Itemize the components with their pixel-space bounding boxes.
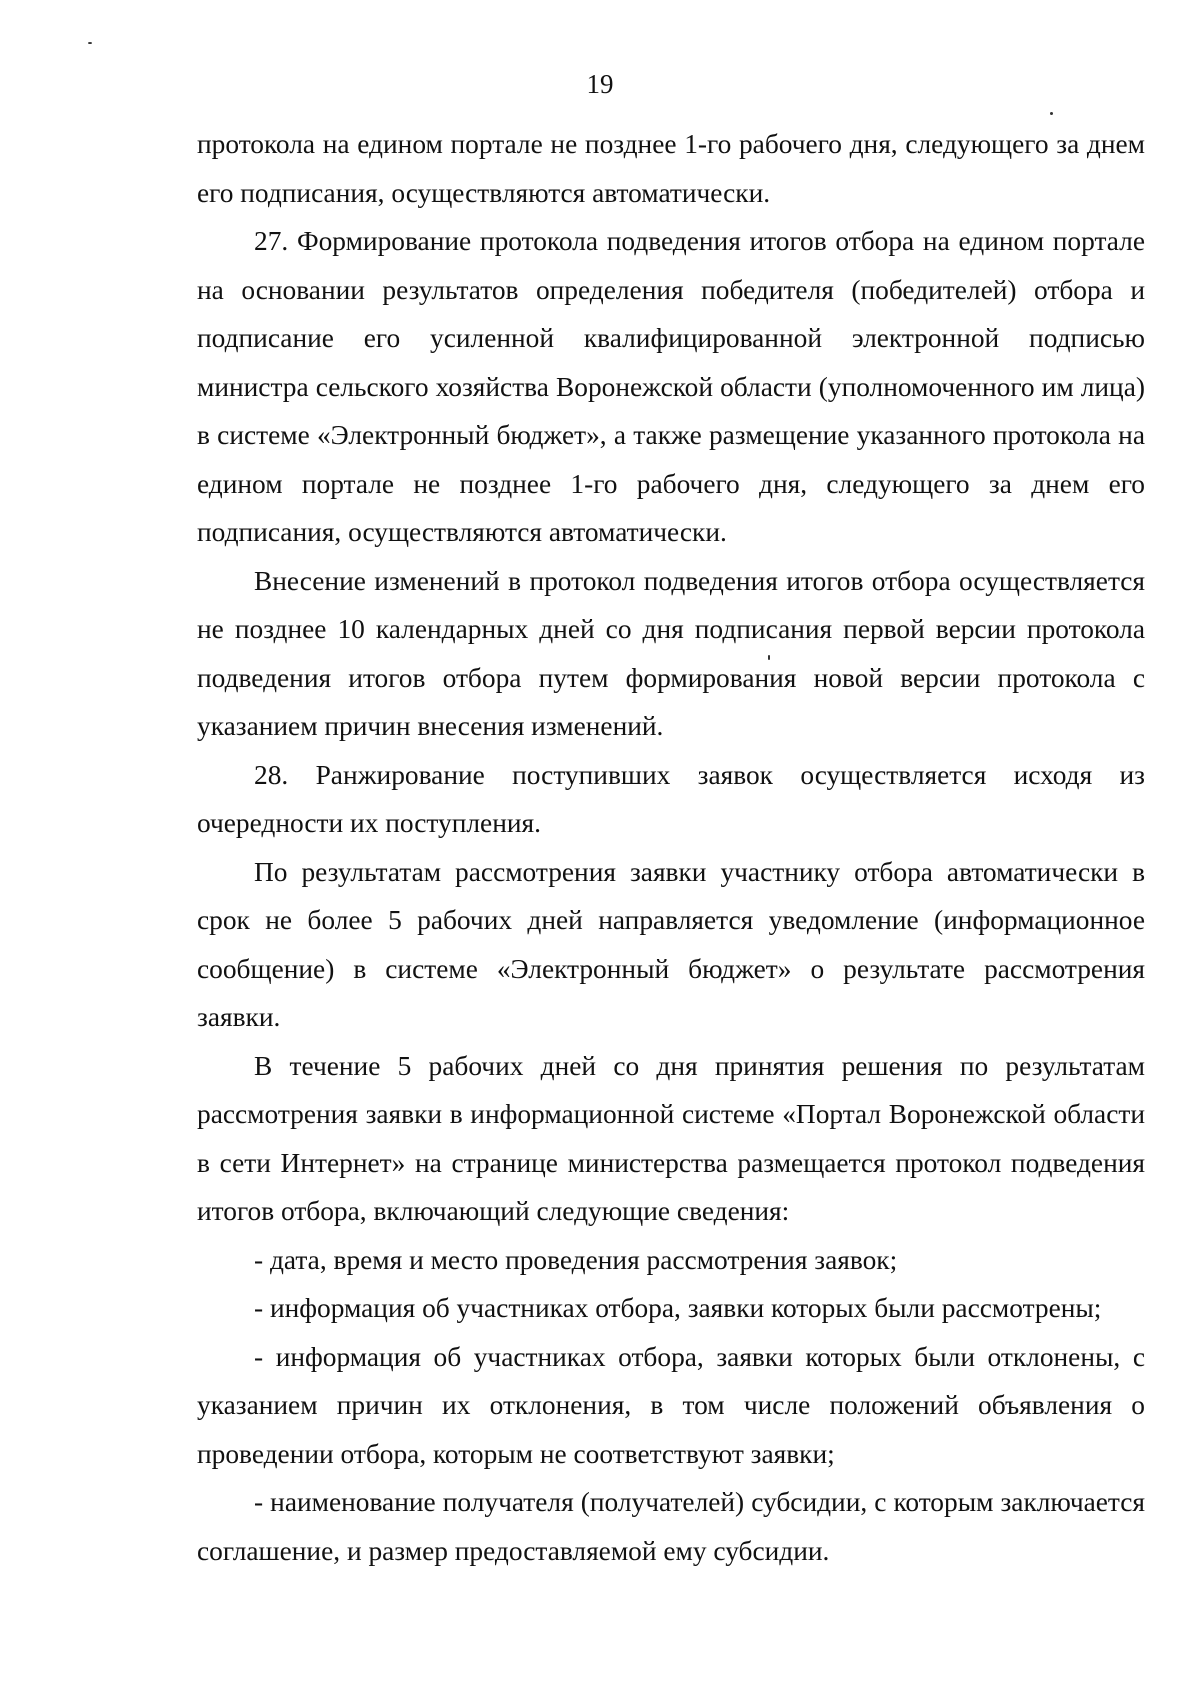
paragraph-protocol-changes: Внесение изменений в протокол подведения итогов отбора осуществляется не позднее 10 календарных дней со дня подписания первой версии протокола подведения итогов отбора путем формирования новой версии протокола с указанием причин внесения изменений. (197, 565, 1145, 741)
page-number: 19 (586, 69, 614, 99)
paragraph-protocol-publication: В течение 5 рабочих дней со дня принятия решения по результатам рассмотрения заявки в информационной системе «Портал Воронежской области в сети Интернет» на странице министерства размещается протокол подведения итогов отбора, включающий следующие сведения: (197, 1050, 1145, 1226)
list-item-date-time-place: - дата, время и место проведения рассмотрения заявок; (254, 1244, 898, 1275)
list-item-reviewed-participants: - информация об участниках отбора, заявки которых были рассмотрены; (254, 1293, 1102, 1323)
document-body (197, 120, 1145, 1575)
scan-speck (88, 42, 92, 44)
paragraph-notification: По результатам рассмотрения заявки участнику отбора автоматически в срок не более 5 рабочих дней направляется уведомление (информационное сообщение) в системе «Электронный бюджет» о результате рассмотрения заявки. (197, 856, 1145, 1032)
paragraph-item-28: 28. Ранжирование поступивших заявок осуществляется исходя из очередности их поступления. (197, 759, 1145, 838)
paragraph-continuation: протокола на едином портале не позднее 1-го рабочего дня, следующего за днем его подписания, осуществляются автоматически. (197, 129, 1145, 208)
list-item-recipient-name: - наименование получателя (получателей) субсидии, с которым заключается соглашение, и размер предоставляемой ему субсидии. (197, 1487, 1145, 1566)
scan-speck (1050, 112, 1053, 115)
list-item-rejected-participants: - информация об участниках отбора, заявки которых были отклонены, с указанием причин их отклонения, в том числе положений объявления о проведении отбора, которым не соответствуют заявки; (197, 1341, 1145, 1469)
paragraph-item-27: 27. Формирование протокола подведения итогов отбора на едином портале на основании результатов определения победителя (победителей) отбора и подписание его усиленной квалифицированной электронной подписью министра сельского хозяйства Воронежской области (уполномоченного им лица) в системе «Электронный бюджет», а также размещение указанного протокола на едином портале не позднее 1-го рабочего дня, следующего за днем его подписания, осуществляются автоматически. (197, 226, 1145, 547)
